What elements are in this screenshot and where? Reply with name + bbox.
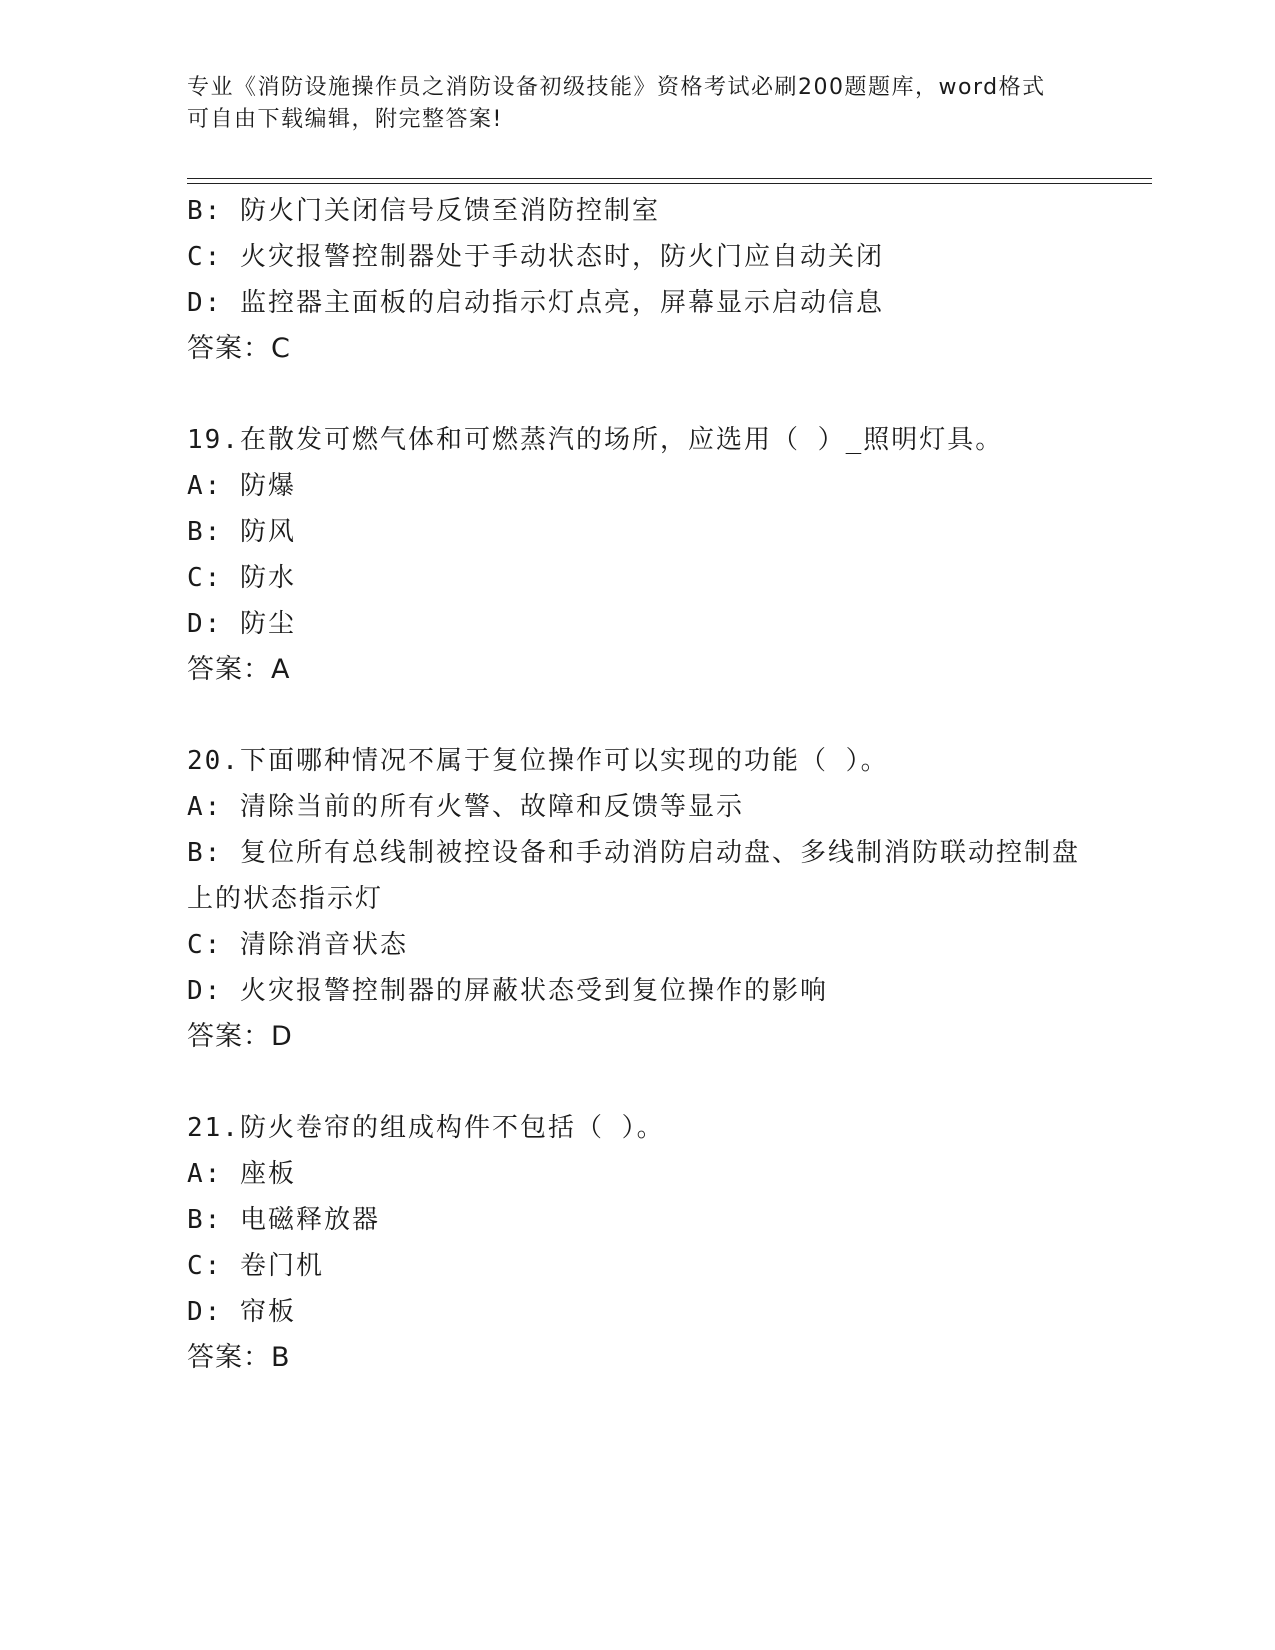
header-divider-bottom	[187, 183, 1152, 184]
answer-line: 答案：A	[187, 654, 291, 685]
option-d: D: 帘板	[187, 1297, 296, 1327]
option-b: B: 电磁释放器	[187, 1205, 380, 1235]
option-d: D: 监控器主面板的启动指示灯点亮，屏幕显示启动信息	[187, 288, 884, 318]
option-a: A: 清除当前的所有火警、故障和反馈等显示	[187, 792, 744, 822]
spacer	[187, 1060, 1087, 1105]
answer-line: 答案：C	[187, 333, 291, 364]
question-stem: 20.下面哪种情况不属于复位操作可以实现的功能（ ）。	[187, 746, 889, 776]
question-21	[187, 1105, 1087, 1381]
option-c: C: 火灾报警控制器处于手动状态时，防火门应自动关闭	[187, 242, 884, 272]
question-list	[187, 188, 1087, 1381]
option-a: A: 防爆	[187, 471, 296, 501]
question-stem: 21.防火卷帘的组成构件不包括（ ）。	[187, 1113, 665, 1143]
answer-line: 答案：D	[187, 1021, 293, 1052]
question-stem: 19.在散发可燃气体和可燃蒸汽的场所，应选用（ ）_照明灯具。	[187, 425, 1004, 455]
question-20	[187, 738, 1087, 1060]
option-b: B: 复位所有总线制被控设备和手动消防启动盘、多线制消防联动控制盘上的状态指示灯	[187, 838, 1080, 914]
option-a: A: 座板	[187, 1159, 296, 1189]
option-c: C: 防水	[187, 563, 296, 593]
option-d: D: 火灾报警控制器的屏蔽状态受到复位操作的影响	[187, 976, 828, 1006]
option-c: C: 清除消音状态	[187, 930, 408, 960]
option-b: B: 防火门关闭信号反馈至消防控制室	[187, 196, 660, 226]
header-divider-top	[187, 178, 1152, 179]
question-18-tail	[187, 188, 1087, 372]
answer-line: 答案：B	[187, 1342, 291, 1373]
spacer	[187, 693, 1087, 738]
question-19	[187, 417, 1087, 693]
option-c: C: 卷门机	[187, 1251, 324, 1281]
option-b: B: 防风	[187, 517, 296, 547]
document-header: 专业《消防设施操作员之消防设备初级技能》资格考试必刷200题题库，word格式可自由下载编辑，附完整答案!	[187, 75, 1046, 132]
spacer	[187, 372, 1087, 417]
option-d: D: 防尘	[187, 609, 296, 639]
